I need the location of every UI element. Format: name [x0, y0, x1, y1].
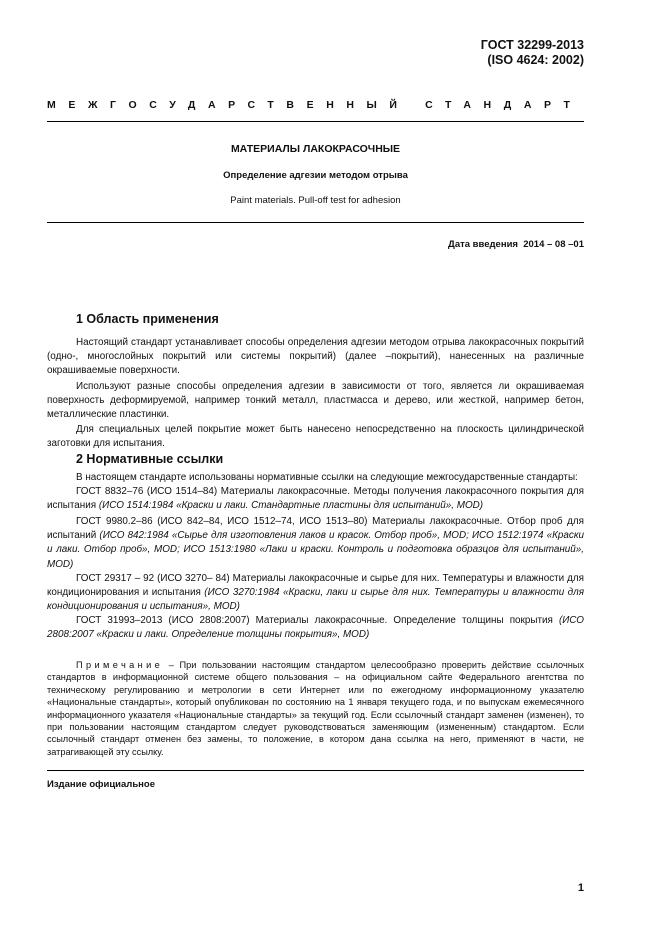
paragraph: Используют разные способы определения адгезии в зависимости от того, является ли окрашиваемая поверхность деформируемой, например тонкий металл, пластмасса и дерево, или жесткой, например бетон, металлические пластинки.: [47, 381, 584, 421]
date-label: Дата введения: [448, 239, 518, 250]
reference-item: ГОСТ 9980.2–86 (ИСО 842–84, ИСО 1512–74, ИСО 1513–80) Материалы лакокрасочные. Отбор проб для испытаний (ИСО 842:1984 «Сырье для изготовления лаков и красок. Отбор проб», MOD; ИСО 1512:1974 «Краски и лаки. Отбор проб», MOD; ИСО 1513:1980 «Лаки и краски. Контроль и подготовка образцов для испытаний», MOD): [47, 516, 584, 570]
reference-item: ГОСТ 8832–76 (ИСО 1514–84) Материалы лакокрасочные. Методы получения лакокрасочного покрытия для испытания (ИСО 1514:1984 «Краски и лаки. Стандартные пластины для испытаний», MOD): [47, 486, 584, 512]
document-title: МАТЕРИАЛЫ ЛАКОКРАСОЧНЫЕ: [230, 143, 401, 155]
paragraph: В настоящем стандарте использованы нормативные ссылки на следующие межгосударственные стандарты:: [76, 472, 578, 483]
interstate-standard-banner: [47, 99, 584, 111]
section-2-heading: 2 Нормативные ссылки: [76, 452, 224, 466]
note-label: Примечание: [76, 660, 164, 670]
banner-text: МЕЖГОСУДАРСТВЕННЫЙ СТАНДАРТ: [47, 99, 583, 111]
footer-divider: [47, 770, 584, 771]
effective-date: [448, 239, 584, 250]
official-edition-label: Издание официальное: [47, 779, 155, 790]
document-subtitle: Определение адгезии методом отрыва: [223, 170, 408, 181]
paragraph: Для специальных целей покрытие может быть нанесено непосредственно на плоскость цилиндрической заготовки для испытания.: [47, 423, 584, 449]
reference-item: ГОСТ 29317 – 92 (ИСО 3270– 84) Материалы лакокрасочные и сырье для них. Температуры и влажности для кондиционирования и испытания (ИСО 3270:1984 «Краски, лаки и сырье для них. Температуры и влажности для кондиционирования и испытания», MOD): [47, 572, 584, 612]
english-title: Paint materials. Pull-off test for adhesion: [230, 195, 401, 206]
standard-number: ГОСТ 32299-2013: [480, 38, 584, 52]
note-block: [47, 659, 584, 758]
section-2-body: [47, 471, 584, 642]
page-number: 1: [577, 882, 584, 894]
note-text: – При пользовании настоящим стандартом целесообразно проверить действие ссылочных стандартов в информационной системе общего пользования – на официальном сайте Федерального агентства по техническому регулированию и метрологии в сети Интернет или по ежегодному информационному указателю «Национальные стандарты», который опубликован по состоянию на 1 января текущего года, и по выпускам ежемесячного информационного указателя «Национальные стандарты» за текущий год. Если ссылочный стандарт заменен (изменен), то при пользовании настоящим стандартом следует руководствоваться заменяющим (измененным) стандартом. Если ссылочный стандарт отменен без замены, то положение, в котором дана ссылка на него, применяют в части, не затрагивающей эту ссылку.: [47, 660, 584, 757]
reference-item: ГОСТ 31993–2013 (ИСО 2808:2007) Материалы лакокрасочные. Определение толщины покрытия (ИСО 2808:2007 «Краски и лаки. Определение толщины покрытия», MOD): [47, 614, 584, 641]
top-divider: [47, 121, 584, 122]
standard-number-block: [481, 38, 584, 68]
paragraph: Настоящий стандарт устанавливает способы определения адгезии методом отрыва лакокрасочных покрытий (одно-, многослойных покрытий или системы покрытий) (далее –покрытий), нанесенных на различные окрашиваемые поверхности.: [47, 337, 584, 377]
section-1-heading: 1 Область применения: [76, 312, 219, 326]
iso-number: (ISO 4624: 2002): [487, 53, 584, 67]
section-1-body: [47, 336, 584, 451]
date-value: 2014 – 08 –01: [523, 239, 584, 250]
title-divider: [47, 222, 584, 223]
